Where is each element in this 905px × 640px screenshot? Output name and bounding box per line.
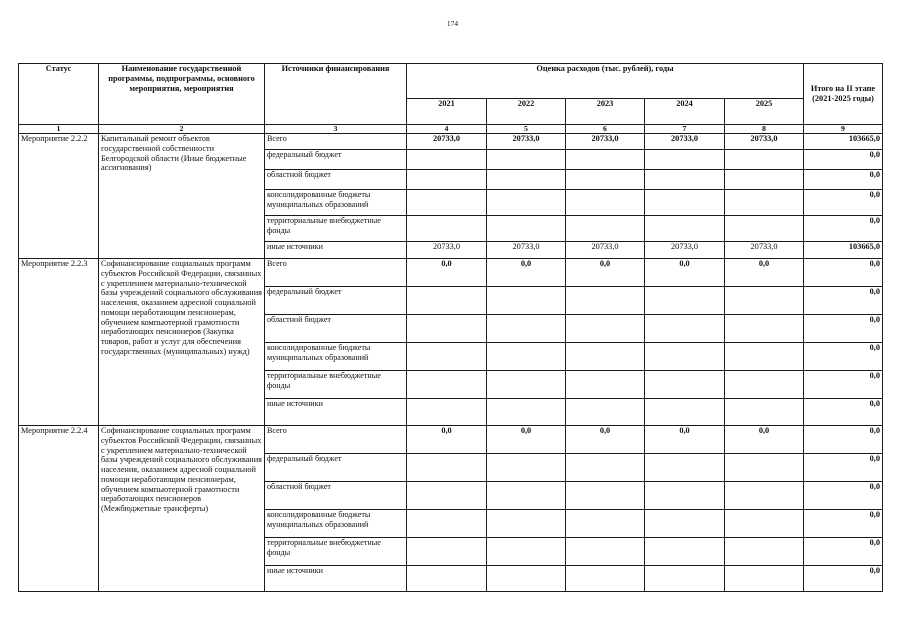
- row-total: 0,0: [804, 482, 883, 510]
- year-value: [407, 454, 487, 482]
- year-value: [725, 538, 804, 566]
- year-value: 20733,0: [407, 242, 487, 259]
- year-value: 0,0: [725, 259, 804, 287]
- year-value: 20733,0: [725, 134, 804, 150]
- year-value: 20733,0: [645, 242, 725, 259]
- event-status: Мероприятие 2.2.3: [19, 259, 99, 426]
- year-value: [566, 371, 645, 399]
- year-value: [566, 315, 645, 343]
- year-value: 0,0: [725, 426, 804, 454]
- funding-source: Всего: [265, 134, 407, 150]
- year-value: [725, 216, 804, 242]
- event-status: Мероприятие 2.2.4: [19, 426, 99, 592]
- year-value: 20733,0: [566, 242, 645, 259]
- row-total: 0,0: [804, 170, 883, 190]
- year-value: [645, 538, 725, 566]
- event-name: Капитальный ремонт объектов государственной собственности Белгородской области (Иные бюджетные ассигнования): [99, 134, 265, 259]
- year-value: 0,0: [566, 426, 645, 454]
- header-total: Итого на II этапе (2021-2025 годы): [804, 64, 883, 125]
- header-year: 2024: [645, 99, 725, 125]
- year-value: [407, 216, 487, 242]
- column-number: 1: [19, 125, 99, 134]
- row-total: 0,0: [804, 538, 883, 566]
- year-value: 20733,0: [725, 242, 804, 259]
- header-year: 2023: [566, 99, 645, 125]
- year-value: [407, 150, 487, 170]
- year-value: [566, 482, 645, 510]
- year-value: [407, 482, 487, 510]
- year-value: 0,0: [487, 259, 566, 287]
- column-number: 8: [725, 125, 804, 134]
- row-total: 0,0: [804, 566, 883, 592]
- row-total: 0,0: [804, 371, 883, 399]
- row-total: 0,0: [804, 454, 883, 482]
- year-value: [725, 399, 804, 426]
- header-estimate: Оценка расходов (тыс. рублей), годы: [407, 64, 804, 99]
- column-number-row: [19, 125, 883, 134]
- year-value: 0,0: [566, 259, 645, 287]
- header-row: [19, 64, 883, 99]
- table-row: [19, 134, 883, 150]
- budget-table-body: [19, 64, 883, 592]
- funding-source: федеральный бюджет: [265, 454, 407, 482]
- year-value: [645, 343, 725, 371]
- column-number: 3: [265, 125, 407, 134]
- funding-source: Всего: [265, 426, 407, 454]
- row-total: 0,0: [804, 426, 883, 454]
- year-value: [566, 538, 645, 566]
- row-total: 0,0: [804, 343, 883, 371]
- row-total: 0,0: [804, 190, 883, 216]
- year-value: [487, 371, 566, 399]
- year-value: [645, 566, 725, 592]
- year-value: [487, 170, 566, 190]
- year-value: [566, 454, 645, 482]
- year-value: 20733,0: [487, 242, 566, 259]
- year-value: [725, 454, 804, 482]
- year-value: [487, 315, 566, 343]
- funding-source: иные источники: [265, 399, 407, 426]
- year-value: [645, 170, 725, 190]
- funding-source: областной бюджет: [265, 482, 407, 510]
- year-value: [566, 216, 645, 242]
- year-value: [645, 216, 725, 242]
- year-value: [725, 315, 804, 343]
- column-number: 9: [804, 125, 883, 134]
- column-number: 5: [487, 125, 566, 134]
- year-value: [407, 566, 487, 592]
- table-row: [19, 259, 883, 287]
- year-value: [407, 170, 487, 190]
- year-value: [645, 287, 725, 315]
- row-total: 0,0: [804, 150, 883, 170]
- year-value: 0,0: [407, 426, 487, 454]
- year-value: [487, 343, 566, 371]
- year-value: [487, 399, 566, 426]
- year-value: [487, 216, 566, 242]
- year-value: [725, 190, 804, 216]
- column-number: 4: [407, 125, 487, 134]
- year-value: [407, 371, 487, 399]
- year-value: [725, 510, 804, 538]
- event-status: Мероприятие 2.2.2: [19, 134, 99, 259]
- row-total: 0,0: [804, 216, 883, 242]
- row-total: 0,0: [804, 399, 883, 426]
- year-value: [566, 510, 645, 538]
- year-value: 20733,0: [645, 134, 725, 150]
- row-total: 103665,0: [804, 134, 883, 150]
- row-total: 0,0: [804, 315, 883, 343]
- header-sources: Источники финансирования: [265, 64, 407, 125]
- year-value: [566, 566, 645, 592]
- event-name: Софинансирование социальных программ субъектов Российской Федерации, связанных с укреплением материально-технической базы учреждений социального обслуживания населения, оказанием адресной социальной помощи неработающим пенсионерам, обучением компьютерной грамотности неработающих пенсионеров (Закупка товаров, работ и услуг для обеспечения государственных (муниципальных) нужд): [99, 259, 265, 426]
- year-value: [487, 150, 566, 170]
- funding-source: областной бюджет: [265, 170, 407, 190]
- year-value: 20733,0: [566, 134, 645, 150]
- year-value: [487, 287, 566, 315]
- year-value: [487, 510, 566, 538]
- funding-source: консолидированные бюджеты муниципальных образований: [265, 343, 407, 371]
- year-value: [645, 190, 725, 216]
- year-value: [725, 566, 804, 592]
- year-value: [407, 510, 487, 538]
- row-total: 0,0: [804, 510, 883, 538]
- year-value: [487, 566, 566, 592]
- year-value: [645, 510, 725, 538]
- funding-source: территориальные внебюджетные фонды: [265, 538, 407, 566]
- year-value: 20733,0: [407, 134, 487, 150]
- column-number: 6: [566, 125, 645, 134]
- year-value: [566, 170, 645, 190]
- funding-source: консолидированные бюджеты муниципальных образований: [265, 190, 407, 216]
- year-value: 0,0: [645, 259, 725, 287]
- funding-source: иные источники: [265, 566, 407, 592]
- funding-source: федеральный бюджет: [265, 150, 407, 170]
- header-year: 2021: [407, 99, 487, 125]
- year-value: [725, 170, 804, 190]
- year-value: [407, 190, 487, 216]
- header-year: 2022: [487, 99, 566, 125]
- row-total: 0,0: [804, 287, 883, 315]
- year-value: [566, 150, 645, 170]
- year-value: [645, 371, 725, 399]
- header-year: 2025: [725, 99, 804, 125]
- header-status: Статус: [19, 64, 99, 125]
- column-number: 2: [99, 125, 265, 134]
- year-value: [407, 538, 487, 566]
- budget-table: [18, 63, 883, 592]
- year-value: [407, 287, 487, 315]
- year-value: [407, 315, 487, 343]
- year-value: [487, 454, 566, 482]
- funding-source: консолидированные бюджеты муниципальных образований: [265, 510, 407, 538]
- year-value: [487, 190, 566, 216]
- year-value: 0,0: [407, 259, 487, 287]
- year-value: [645, 482, 725, 510]
- funding-source: территориальные внебюджетные фонды: [265, 371, 407, 399]
- header-name: Наименование государственной программы, подпрограммы, основного мероприятия, мероприятия: [99, 64, 265, 125]
- funding-source: областной бюджет: [265, 315, 407, 343]
- year-value: [645, 454, 725, 482]
- year-value: 20733,0: [487, 134, 566, 150]
- funding-source: федеральный бюджет: [265, 287, 407, 315]
- year-value: [725, 482, 804, 510]
- year-value: [566, 287, 645, 315]
- year-value: [566, 399, 645, 426]
- year-value: [566, 343, 645, 371]
- year-value: [725, 287, 804, 315]
- row-total: 103665,0: [804, 242, 883, 259]
- page-number: 174: [446, 19, 459, 28]
- year-value: [566, 190, 645, 216]
- funding-source: Всего: [265, 259, 407, 287]
- year-value: [725, 150, 804, 170]
- year-value: [645, 150, 725, 170]
- year-value: [487, 482, 566, 510]
- funding-source: иные источники: [265, 242, 407, 259]
- year-value: [487, 538, 566, 566]
- year-value: [407, 343, 487, 371]
- year-value: [725, 343, 804, 371]
- year-value: [407, 399, 487, 426]
- year-value: [645, 399, 725, 426]
- year-value: [645, 315, 725, 343]
- table-row: [19, 426, 883, 454]
- funding-source: территориальные внебюджетные фонды: [265, 216, 407, 242]
- column-number: 7: [645, 125, 725, 134]
- year-value: 0,0: [487, 426, 566, 454]
- year-value: 0,0: [645, 426, 725, 454]
- year-value: [725, 371, 804, 399]
- row-total: 0,0: [804, 259, 883, 287]
- event-name: Софинансирование социальных программ субъектов Российской Федерации, связанных с укреплением материально-технической базы учреждений социального обслуживания населения, оказанием адресной социальной помощи неработающим пенсионерам, обучением компьютерной грамотности неработающих пенсионеров (Межбюджетные трансферты): [99, 426, 265, 592]
